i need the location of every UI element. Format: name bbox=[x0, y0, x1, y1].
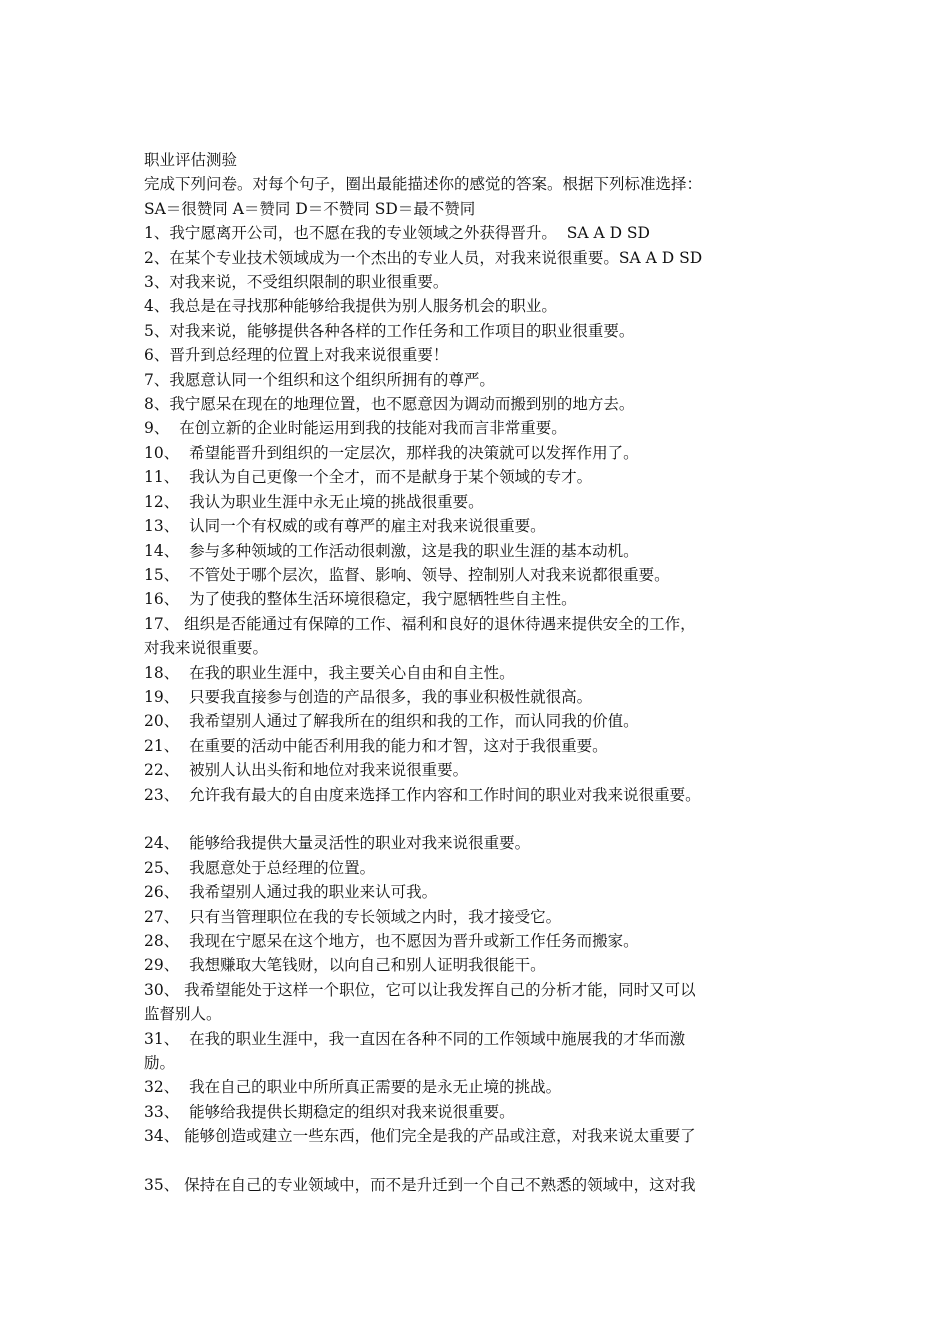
question-item: 4、我总是在寻找那种能够给我提供为别人服务机会的职业。 bbox=[144, 297, 557, 316]
blank-line bbox=[144, 807, 834, 831]
question-item: 15、 不管处于哪个层次，监督、影响、领导、控制别人对我来说都很重要。 bbox=[144, 565, 670, 584]
question-item: 35、 保持在自己的专业领域中，而不是升迁到一个自己不熟悉的领域中，这对我 bbox=[144, 1176, 696, 1195]
question-item: 1、我宁愿离开公司，也不愿在我的专业领域之外获得晋升。 SA A D SD bbox=[144, 224, 650, 243]
blank-line bbox=[144, 1149, 834, 1173]
question-item: 11、 我认为自己更像一个全才，而不是献身于某个领域的专才。 bbox=[144, 468, 593, 487]
question-item: 24、 能够给我提供大量灵活性的职业对我来说很重要。 bbox=[144, 834, 531, 853]
document-title: 职业评估测验 bbox=[144, 151, 238, 169]
question-item: 21、 在重要的活动中能否利用我的能力和才智，这对于我很重要。 bbox=[144, 736, 608, 755]
question-item: 3、对我来说，不受组织限制的职业很重要。 bbox=[144, 273, 449, 292]
question-item: 16、 为了使我的整体生活环境很稳定，我宁愿牺牲些自主性。 bbox=[144, 590, 577, 609]
question-item: 8、我宁愿呆在现在的地理位置，也不愿意因为调动而搬到别的地方去。 bbox=[144, 395, 635, 414]
rating-scale: SA＝很赞同 A＝赞同 D＝不赞同 SD＝最不赞同 bbox=[144, 199, 476, 218]
question-item: 5、对我来说，能够提供各种各样的工作任务和工作项目的职业很重要。 bbox=[144, 321, 635, 340]
question-item: 7、我愿意认同一个组织和这个组织所拥有的尊严。 bbox=[144, 370, 495, 389]
question-item: 27、 只有当管理职位在我的专长领域之内时，我才接受它。 bbox=[144, 907, 562, 926]
question-item: 20、 我希望别人通过了解我所在的组织和我的工作，而认同我的价值。 bbox=[144, 712, 639, 731]
question-item: 34、 能够创造或建立一些东西，他们完全是我的产品或注意，对我来说太重要了 bbox=[144, 1127, 696, 1146]
question-item: 25、 我愿意处于总经理的位置。 bbox=[144, 858, 376, 877]
question-item: 29、 我想赚取大笔钱财，以向自己和别人证明我很能干。 bbox=[144, 956, 546, 975]
question-item: 19、 只要我直接参与创造的产品很多，我的事业积极性就很高。 bbox=[144, 687, 593, 706]
question-item: 13、 认同一个有权威的或有尊严的雇主对我来说很重要。 bbox=[144, 517, 546, 536]
question-item: 23、 允许我有最大的自由度来选择工作内容和工作时间的职业对我来说很重要。 bbox=[144, 785, 701, 804]
question-item: 18、 在我的职业生涯中，我主要关心自由和自主性。 bbox=[144, 663, 515, 682]
question-item: 14、 参与多种领域的工作活动很刺激，这是我的职业生涯的基本动机。 bbox=[144, 541, 639, 560]
instruction-text: 完成下列问卷。对每个句子，圈出最能描述你的感觉的答案。根据下列标准选择： bbox=[144, 175, 703, 194]
question-item: 2、在某个专业技术领域成为一个杰出的专业人员，对我来说很重要。SA A D SD bbox=[144, 248, 703, 267]
question-item: 28、 我现在宁愿呆在这个地方，也不愿因为晋升或新工作任务而搬家。 bbox=[144, 931, 639, 950]
question-item-continuation: 监督别人。 bbox=[144, 1005, 222, 1024]
question-item: 30、 我希望能处于这样一个职位，它可以让我发挥自己的分析才能，同时又可以 bbox=[144, 980, 696, 999]
question-item: 22、 被别人认出头衔和地位对我来说很重要。 bbox=[144, 761, 469, 780]
question-item: 31、 在我的职业生涯中，我一直因在各种不同的工作领域中施展我的才华而激 bbox=[144, 1029, 686, 1048]
question-item: 6、晋升到总经理的位置上对我来说很重要！ bbox=[144, 346, 449, 365]
question-item: 9、 在创立新的企业时能运用到我的技能对我而言非常重要。 bbox=[144, 419, 567, 438]
question-item: 17、 组织是否能通过有保障的工作、福利和良好的退休待遇来提供安全的工作， bbox=[144, 614, 696, 633]
question-item: 26、 我希望别人通过我的职业来认可我。 bbox=[144, 883, 438, 902]
question-item-continuation: 对我来说很重要。 bbox=[144, 639, 269, 658]
question-item: 32、 我在自己的职业中所所真正需要的是永无止境的挑战。 bbox=[144, 1078, 562, 1097]
question-item: 10、 希望能晋升到组织的一定层次，那样我的决策就可以发挥作用了。 bbox=[144, 443, 639, 462]
document-page bbox=[144, 148, 834, 1197]
question-item: 12、 我认为职业生涯中永无止境的挑战很重要。 bbox=[144, 492, 484, 511]
question-item-continuation: 励。 bbox=[144, 1054, 176, 1073]
question-item: 33、 能够给我提供长期稳定的组织对我来说很重要。 bbox=[144, 1102, 515, 1121]
